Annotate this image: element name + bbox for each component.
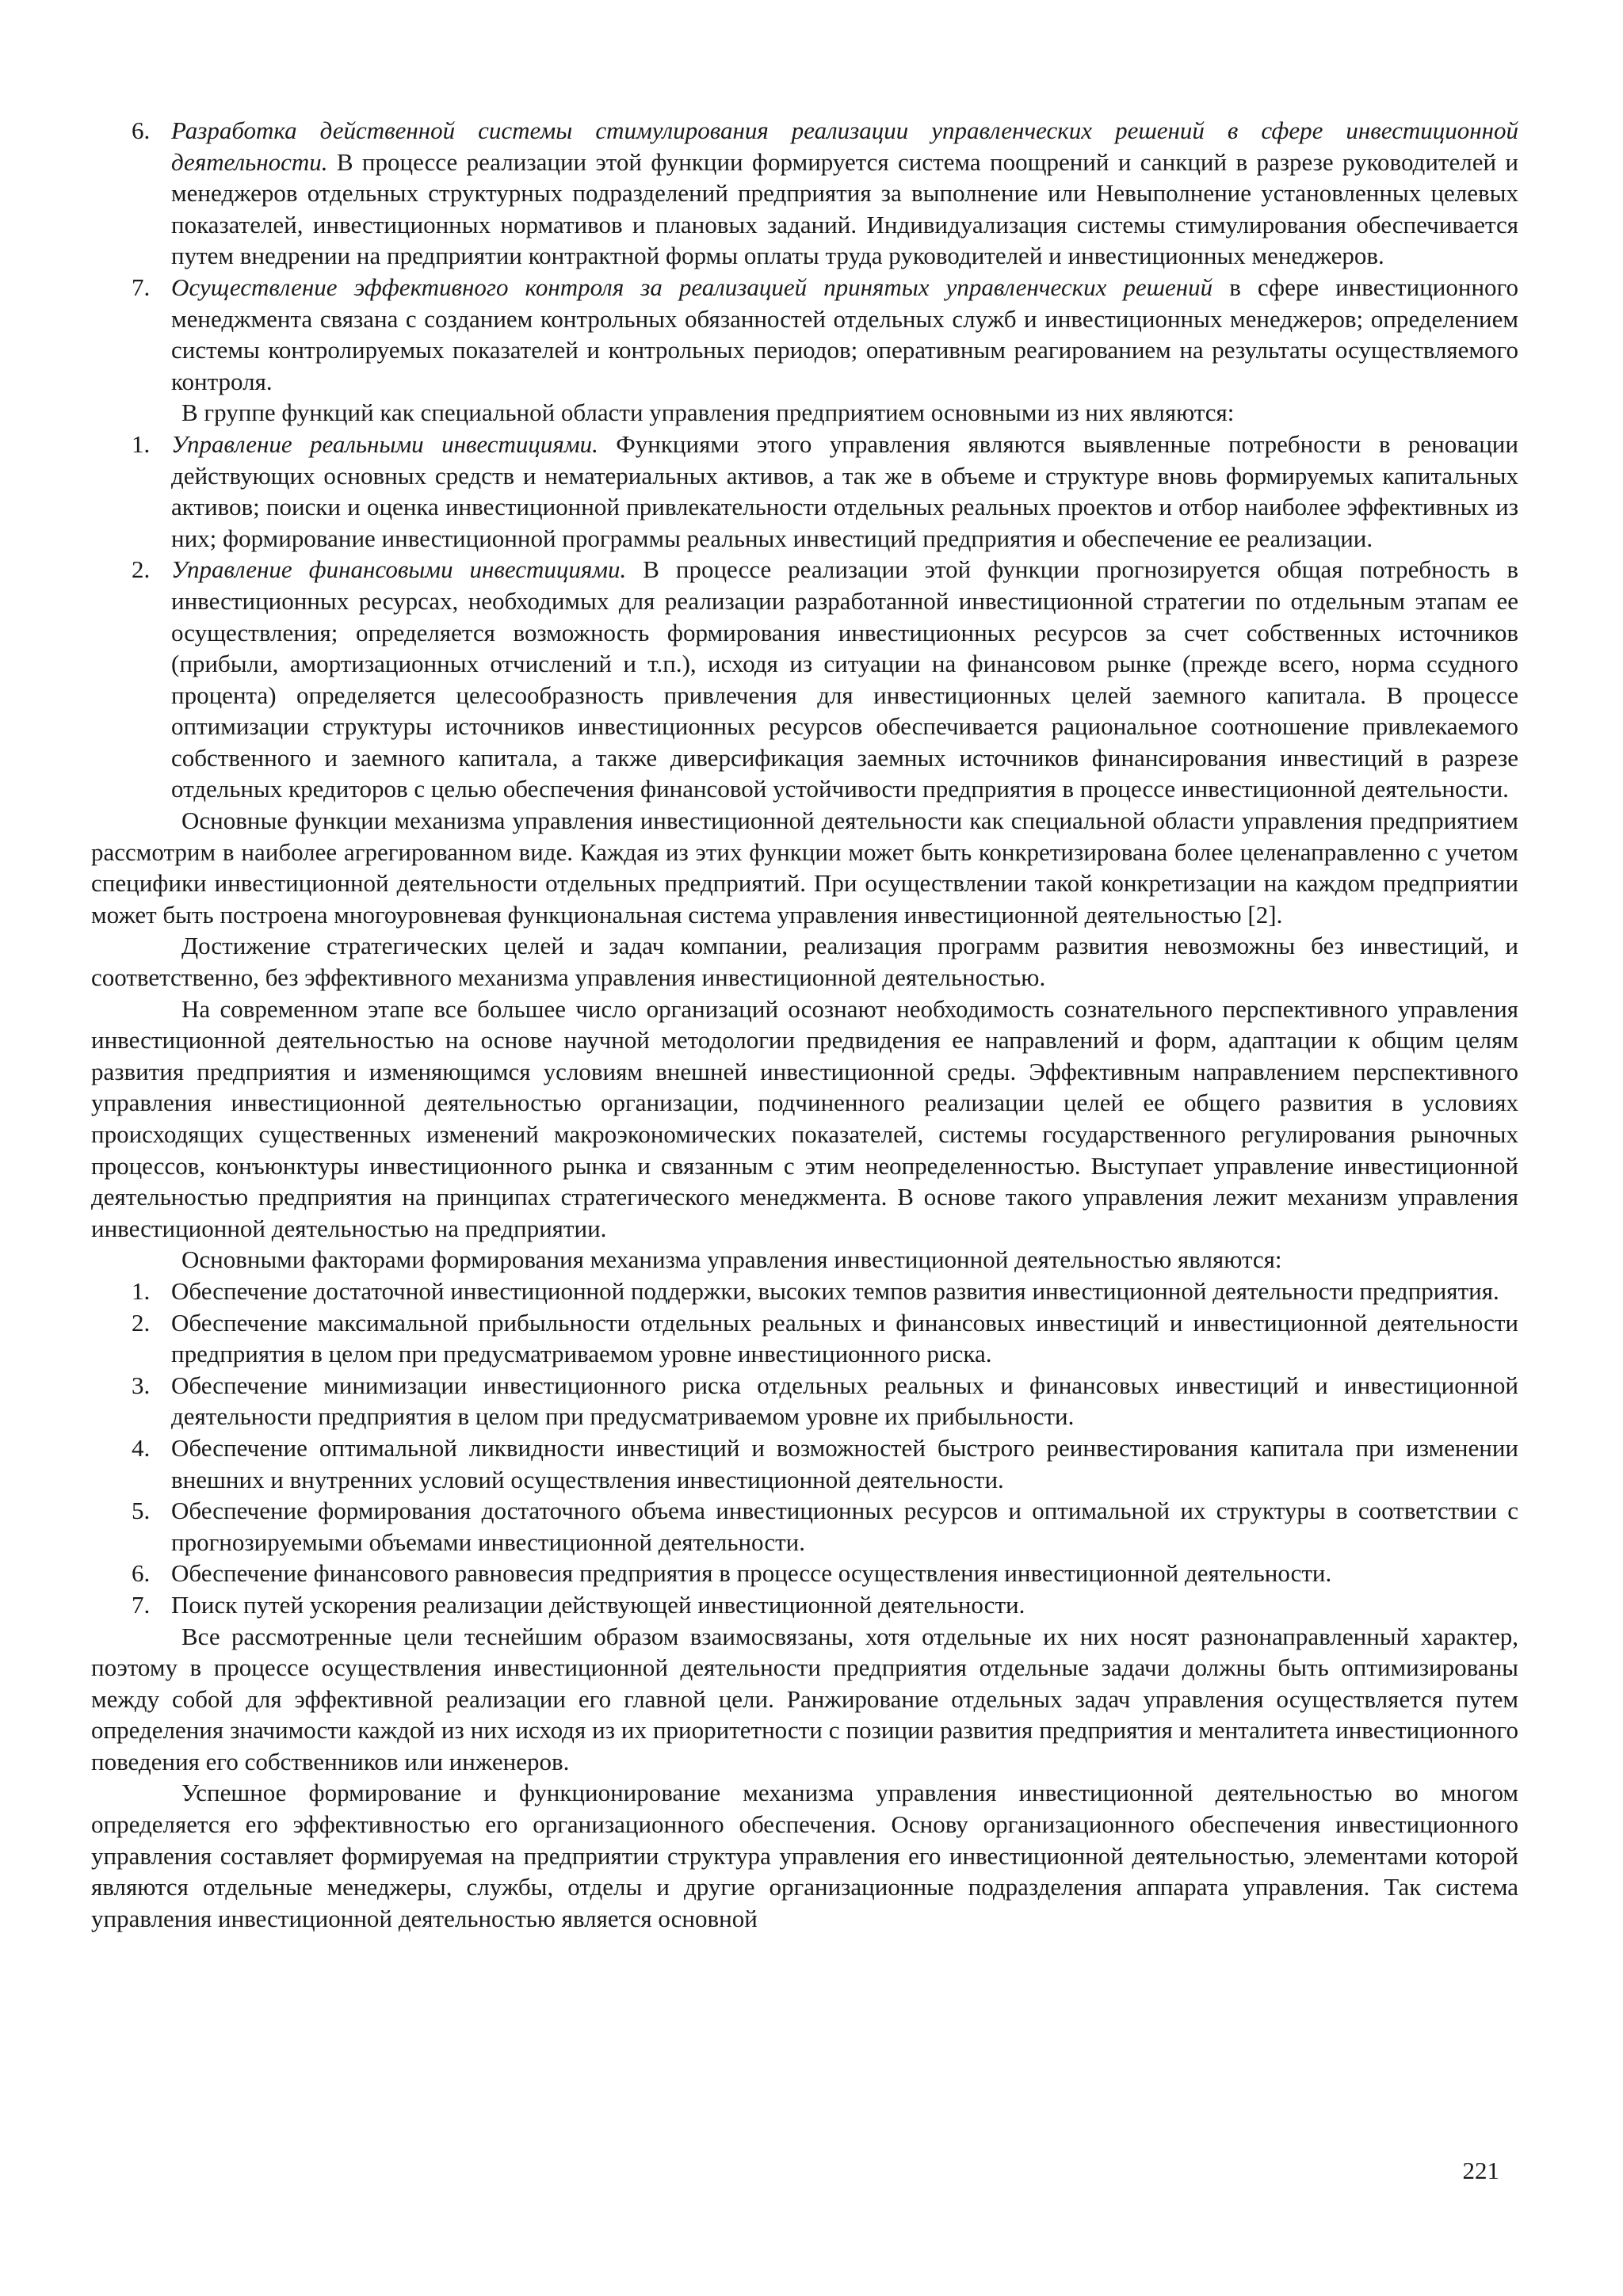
list-item-text: В процессе реализации этой функции прогнозируется общая потребность в инвестиционных ресурсах, необходимых для реализации разработанной инвестиционной стратегии по отдельным этапам ее осуществления; определяется возможность формирования инвестиционных ресурсов за счет собственных источников (прибыли, амортизационных отчислений и т.п.), исходя из ситуации на финансовом рынке (прежде всего, норма ссудного процента) определяется целесообразность привлечения для инвестиционных целей заемного капитала. В процессе оптимизации структуры источников инвестиционных ресурсов обеспечивается рациональное соотношение привлекаемого собственного и заемного капитала, а также диверсификация заемных источников финансирования инвестиций в разрезе отдельных кредиторов с целью обеспечения финансовой устойчивости предприятия в процессе инвестиционной деятельности. xyxy=(171,555,1518,803)
list-item xyxy=(132,272,1518,397)
list-item-text: В процессе реализации этой функции формируется система поощрений и санкций в разрезе руководителей и менеджеров отдельных структурных подразделений предприятия за выполнение или Невыполнение установленных целевых показателей, инвестиционных нормативов и плановых заданий. Индивидуализация системы стимулирования обеспечивается путем внедрении на предприятии контрактной формы оплаты труда руководителей и инвестиционных менеджеров. xyxy=(171,147,1518,270)
list-number: 2. xyxy=(132,1308,151,1337)
list-item-title: Управление реальными инвестициями. xyxy=(171,429,598,458)
list-number: 3. xyxy=(132,1371,151,1399)
list-number: 4. xyxy=(132,1433,151,1462)
list-number: 7. xyxy=(132,273,151,301)
paragraph-functions-intro: В группе функций как специальной области управления предприятием основными из них являются: xyxy=(181,399,1235,427)
list-item xyxy=(132,1558,1518,1589)
list-item-text: Обеспечение финансового равновесия предприятия в процессе осуществления инвестиционной деятельности. xyxy=(171,1559,1332,1588)
list-item xyxy=(132,554,1518,805)
paragraph-main-functions: Основные функции механизма управления инвестиционной деятельности как специальной области управления предприятием рассмотрим в наиболее агрегированном виде. Каждая из этих функции может быть конкретизирована более целенаправленно с учетом специфики инвестиционной деятельности отдельных предприятий. При осуществлении такой конкретизации на каждом предприятии может быть построена многоуровневая функциональная система управления инвестиционной деятельностью [2]. xyxy=(91,807,1518,929)
list-item-text: Обеспечение минимизации инвестиционного риска отдельных реальных и финансовых инвестиций и инвестиционной деятельности предприятия в целом при предусматриваемом уровне их прибыльности. xyxy=(171,1371,1518,1431)
list-item xyxy=(132,1495,1518,1558)
page-number: 221 xyxy=(1462,2157,1499,2184)
list-item-text: Обеспечение максимальной прибыльности отдельных реальных и финансовых инвестиций и инвестиционной деятельности предприятия в целом при предусматриваемом уровне инвестиционного риска. xyxy=(171,1308,1518,1368)
list-special-functions xyxy=(132,429,1518,805)
paragraph-factors-intro: Основными факторами формирования механизма управления инвестиционной деятельностью являются: xyxy=(181,1245,1282,1274)
list-number: 1. xyxy=(132,1276,151,1305)
list-number: 2. xyxy=(132,555,151,584)
list-item-title: Осуществление эффективного контроля за реализацией принятых управленческих решений xyxy=(171,273,1213,301)
list-item-title: Управление финансовыми инвестициями. xyxy=(171,555,627,584)
list-item xyxy=(132,1432,1518,1495)
list-item xyxy=(132,115,1518,272)
list-item-text: в сфере инвестиционного менеджмента связана с созданием контрольных обязанностей отдельных служб и инвестиционных менеджеров; определением системы контролируемых показателей и контрольных периодов; оперативным реагированием на результаты осуществляемого контроля. xyxy=(171,273,1518,395)
paragraph-strategic-goals: Достижение стратегических целей и задач компании, реализация программ развития невозможны без инвестиций, и соответственно, без эффективного механизма управления инвестиционной деятельностью. xyxy=(91,932,1518,992)
list-number: 6. xyxy=(132,1559,151,1588)
paragraph-goals-interrelated: Все рассмотренные цели теснейшим образом взаимосвязаны, хотя отдельные их них носят разнонаправленный характер, поэтому в процессе осуществления инвестиционной деятельности предприятия отдельные задачи должны быть оптимизированы между собой для эффективной реализации его главной цели. Ранжирование отдельных задач управления осуществляется путем определения значимости каждой из них исходя из их приоритетности с позиции развития предприятия и менталитета инвестиционного поведения его собственников или инженеров. xyxy=(91,1622,1518,1775)
list-item-title: Разработка действенной системы стимулирования реализации управленческих решений в сфере инвестиционной деятельности. xyxy=(171,116,1518,176)
list-item xyxy=(132,1589,1518,1621)
paragraph-current-stage: На современном этапе все большее число организаций осознают необходимость сознательного перспективного управления инвестиционной деятельностью на основе научной методологии предвидения ее направлений и форм, адаптации к общим целям развития предприятия и изменяющимся условиям внешней инвестиционной среды. Эффективным направлением перспективного управления инвестиционной деятельностью организации, подчиненного реализации целей ее общего развития в условиях происходящих существенных изменений макроэкономических показателей, системы государственного регулирования рыночных процессов, конъюнктуры инвестиционного рынка и связанным с этим неопределенностью. Выступает управление инвестиционной деятельностью предприятия на принципах стратегического менеджмента. В основе такого управления лежит механизм управления инвестиционной деятельностью на предприятии. xyxy=(91,994,1518,1242)
list-number: 1. xyxy=(132,429,151,458)
list-number: 5. xyxy=(132,1497,151,1525)
list-item-text: Обеспечение формирования достаточного объема инвестиционных ресурсов и оптимальной их структуры в соответствии с прогнозируемыми объемами инвестиционной деятельности. xyxy=(171,1497,1518,1556)
list-item-text: Функциями этого управления являются выявленные потребности в реновации действующих основных средств и нематериальных активов, а так же в объеме и структуре вновь формируемых капитальных активов; поиски и оценка инвестиционной привлекательности отдельных реальных проектов и отбор наиболее эффективных из них; формирование инвестиционной программы реальных инвестиций предприятия и обеспечение ее реализации. xyxy=(171,429,1518,552)
list-item-text: Обеспечение оптимальной ликвидности инвестиций и возможностей быстрого реинвестирования капитала при изменении внешних и внутренних условий осуществления инвестиционной деятельности. xyxy=(171,1433,1518,1493)
list-factors xyxy=(132,1276,1518,1621)
list-item-text: Обеспечение достаточной инвестиционной поддержки, высоких темпов развития инвестиционной деятельности предприятия. xyxy=(171,1276,1499,1305)
list-number: 7. xyxy=(132,1590,151,1619)
list-number: 6. xyxy=(132,116,151,144)
list-management-decisions xyxy=(132,115,1518,397)
list-item xyxy=(132,429,1518,554)
paragraph-organizational-support: Успешное формирование и функционирование механизма управления инвестиционной деятельностью во многом определяется его эффективностью его организационного обеспечения. Основу организационного обеспечения инвестиционного управления составляет формируемая на предприятии структура управления его инвестиционной деятельностью, элементами которой являются отдельные менеджеры, службы, отделы и другие организационные подразделения аппарата управления. Так система управления инвестиционной деятельностью является основной xyxy=(91,1779,1518,1932)
list-item-text: Поиск путей ускорения реализации действующей инвестиционной деятельности. xyxy=(171,1590,1025,1619)
list-item xyxy=(132,1276,1518,1307)
list-item xyxy=(132,1370,1518,1432)
list-item xyxy=(132,1307,1518,1370)
